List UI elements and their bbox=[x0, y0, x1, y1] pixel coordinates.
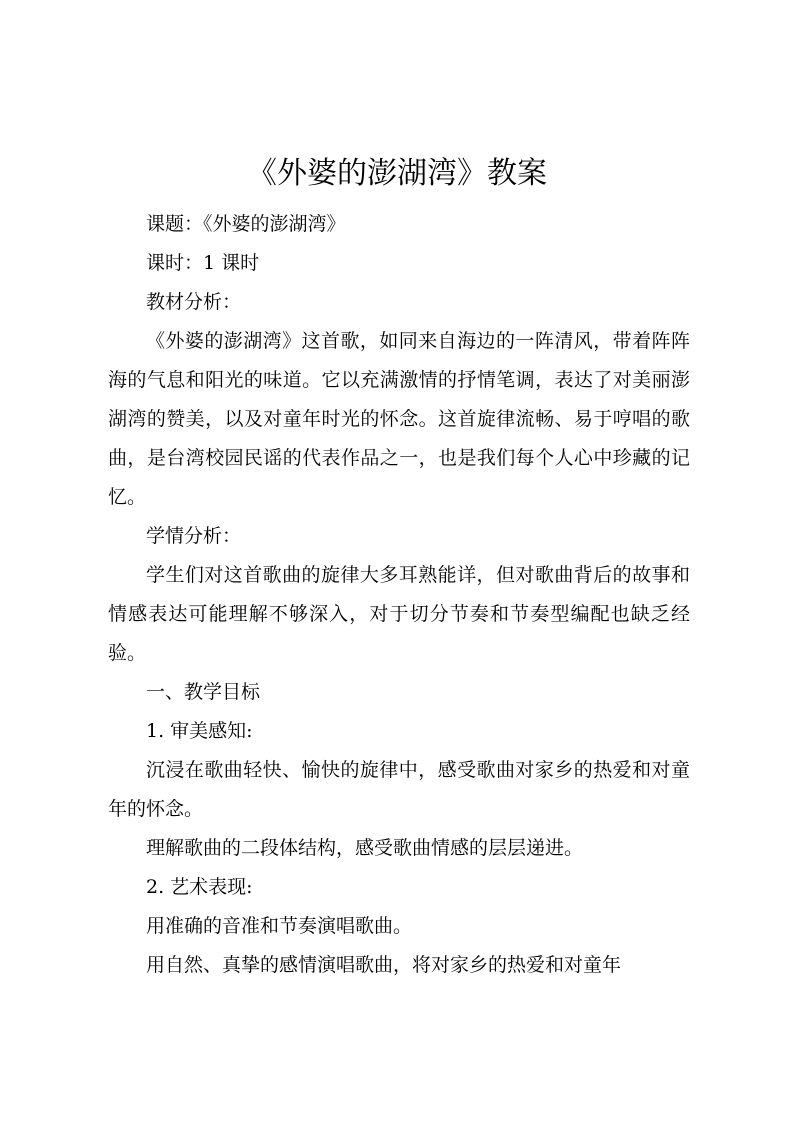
material-analysis-text: 《外婆的澎湖湾》这首歌，如同来自海边的一阵清风，带着阵阵海的气息和阳光的味道。它以充满激情的抒情笔调，表达了对美丽澎湖湾的赞美，以及对童年时光的怀念。这首旋律流畅、易于哼唱的歌曲，是台湾校园民谣的代表作品之一，也是我们每个人心中珍藏的记忆。 bbox=[108, 330, 690, 508]
goal-aesthetic-text-a: 沉浸在歌曲轻快、愉快的旋律中，感受歌曲对家乡的热爱和对童年的怀念。 bbox=[108, 759, 690, 820]
document-title: 《外婆的澎湖湾》教案 bbox=[247, 156, 547, 191]
material-analysis-label: 教材分析： bbox=[146, 291, 242, 313]
period-line: 课时：1 课时 bbox=[146, 252, 260, 274]
goal-artistic-label: 2. 艺术表现: bbox=[146, 876, 253, 898]
student-analysis-label: 学情分析： bbox=[146, 525, 242, 547]
goal-aesthetic-label: 1. 审美感知: bbox=[146, 720, 253, 742]
section-heading-teaching-goals: 一、教学目标 bbox=[146, 681, 261, 703]
document-body bbox=[108, 205, 690, 985]
student-analysis-text: 学生们对这首歌曲的旋律大多耳熟能详，但对歌曲背后的故事和情感表达可能理解不够深入，对于切分节奏和节奏型编配也缺乏经验。 bbox=[108, 564, 690, 664]
goal-artistic-text-a: 用准确的音准和节奏演唱歌曲。 bbox=[146, 915, 413, 937]
goal-artistic-text-b: 用自然、真挚的感情演唱歌曲，将对家乡的热爱和对童年 bbox=[146, 954, 622, 976]
goal-aesthetic-text-b: 理解歌曲的二段体结构，感受歌曲情感的层层递进。 bbox=[146, 837, 584, 859]
topic-line: 课题：《外婆的澎湖湾》 bbox=[146, 213, 346, 235]
